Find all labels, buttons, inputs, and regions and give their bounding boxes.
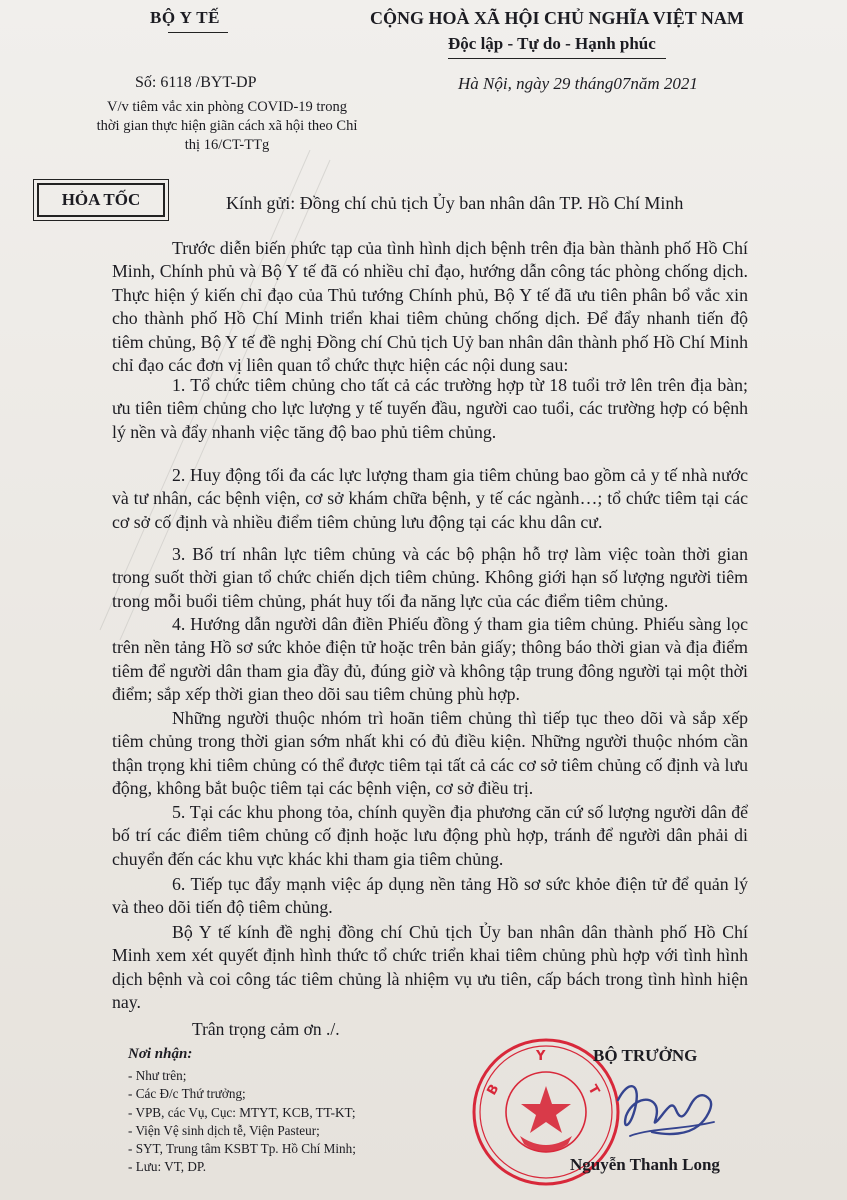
ministry-name: BỘ Y TẾ — [150, 8, 220, 27]
item-6: 6. Tiếp tục đẩy mạnh việc áp dụng nền tảng Hồ sơ sức khỏe điện tử để quản lý và theo dõi tiến độ tiêm chủng. — [112, 874, 748, 918]
ministry-underline — [168, 32, 228, 33]
svg-text:T: T — [584, 1082, 602, 1098]
signer-name: Nguyễn Thanh Long — [570, 1155, 720, 1174]
closing-paragraph: Bộ Y tế kính đề nghị đồng chí Chủ tịch Ủy ban nhân dân thành phố Hồ Chí Minh xem xét quyết định hình thức tổ chức triển khai tiêm chủng phù hợp với tình hình dịch bệnh và coi công tác tiêm chủng là nhiệm vụ ưu tiên, cấp bách trong tình hình hiện nay. — [112, 922, 748, 1013]
document-number: Số: 6118 /BYT-DP — [135, 74, 257, 91]
recipient-item: - Viện Vệ sinh dịch tễ, Viện Pasteur; — [128, 1122, 320, 1138]
urgency-stamp: HỎA TỐC — [37, 183, 165, 217]
item-4: 4. Hướng dẫn người dân điền Phiếu đồng ý tham gia tiêm chủng. Phiếu sàng lọc trên nền tảng Hồ sơ sức khỏe điện tử hoặc trên bản giấy; thông báo thời gian và địa điểm tiêm để người dân tham gia đầy đủ, đúng giờ và không tập trung đông người tại một thời điểm; sắp xếp thời gian theo dõi sau tiêm chủng phù hợp. — [112, 614, 748, 705]
recipient-item: - Như trên; — [128, 1068, 187, 1083]
recipient-item: - Lưu: VT, DP. — [128, 1159, 207, 1175]
item-2: 2. Huy động tối đa các lực lượng tham gia tiêm chủng bao gồm cả y tế nhà nước và tư nhân, các bệnh viện, cơ sở khám chữa bệnh, y tế các ngành…; tổ chức tiêm tại các cơ sở cố định và nhiều điểm tiêm chủng lưu động tại các khu dân cư. — [112, 465, 748, 532]
recipient-item: - Các Đ/c Thứ trưởng; — [128, 1086, 246, 1102]
item-3: 3. Bố trí nhân lực tiêm chủng và các bộ phận hỗ trợ làm việc toàn thời gian trong suốt thời gian tổ chức chiến dịch tiêm chủng. Không giới hạn số lượng người tiêm trong mỗi buổi tiêm chủng, phát huy tối đa năng lực của các điểm tiêm chủng. — [112, 544, 748, 611]
motto-underline — [448, 58, 666, 59]
intro-paragraph: Trước diễn biến phức tạp của tình hình dịch bệnh trên địa bàn thành phố Hồ Chí Minh, Chính phủ và Bộ Y tế đã có nhiều chỉ đạo, hướng dẫn công tác phòng chống dịch. Thực hiện ý kiến chỉ đạo của Thủ tướng Chính phủ, Bộ Y tế đã ưu tiên phân bổ vắc xin cho thành phố Hồ Chí Minh triển khai tiêm chủng chống dịch. Để đẩy nhanh tiến độ tiêm chủng, Bộ Y tế đề nghị Đồng chí Chủ tịch Uỷ ban nhân dân thành phố Hồ Chí Minh chỉ đạo các đơn vị liên quan tổ chức thực hiện các nội dung sau: — [112, 238, 748, 376]
addressee: Kính gửi: Đồng chí chủ tịch Ủy ban nhân dân TP. Hồ Chí Minh — [226, 193, 684, 213]
national-motto: Độc lập - Tự do - Hạnh phúc — [448, 34, 656, 53]
svg-text:Y: Y — [536, 1049, 546, 1064]
place-date: Hà Nội, ngày 29 tháng07năm 2021 — [458, 74, 698, 93]
republic-title: CỘNG HOÀ XÃ HỘI CHỦ NGHĨA VIỆT NAM — [370, 8, 744, 28]
item-1: 1. Tổ chức tiêm chủng cho tất cả các trường hợp từ 18 tuổi trở lên trên địa bàn; ưu tiên tiêm chủng cho lực lượng y tế tuyến đầu, người cao tuổi, các trường hợp có bệnh lý nền và đẩy nhanh việc tăng độ bao phủ tiêm chủng. — [112, 375, 748, 442]
item-4-extra: Những người thuộc nhóm trì hoãn tiêm chủng thì tiếp tục theo dõi và sắp xếp tiêm chủng trong thời gian sớm nhất khi có đủ điều kiện. Những người thuộc nhóm cần thận trọng khi tiêm chủng có thể được tiêm tại tất cả các cơ sở tiêm chủng cố định và lưu động, không bắt buộc tiêm tại các bệnh viện, cơ sở điều trị. — [112, 708, 748, 799]
document-subject: V/v tiêm vắc xin phòng COVID-19 trong thời gian thực hiện giãn cách xã hội theo Chỉ thị 16/CT-TTg — [96, 99, 358, 153]
recipient-item: - SYT, Trung tâm KSBT Tp. Hồ Chí Minh; — [128, 1141, 356, 1157]
svg-text:B: B — [484, 1081, 503, 1098]
thanks-line: Trân trọng cảm ơn ./. — [192, 1019, 340, 1039]
recipients-list — [128, 1067, 356, 1177]
signer-title: BỘ TRƯỞNG — [593, 1046, 698, 1065]
item-5: 5. Tại các khu phong tỏa, chính quyền địa phương căn cứ số lượng người dân để bố trí các điểm tiêm chủng cố định hoặc lưu động phù hợp, tránh để người dân phải di chuyển đến các khu vực khác khi tham gia tiêm chủng. — [112, 802, 748, 869]
recipients-title: Nơi nhận: — [128, 1046, 193, 1062]
handwritten-signature — [610, 1070, 720, 1148]
recipient-item: - VPB, các Vụ, Cục: MTYT, KCB, TT-KT; — [128, 1104, 356, 1120]
